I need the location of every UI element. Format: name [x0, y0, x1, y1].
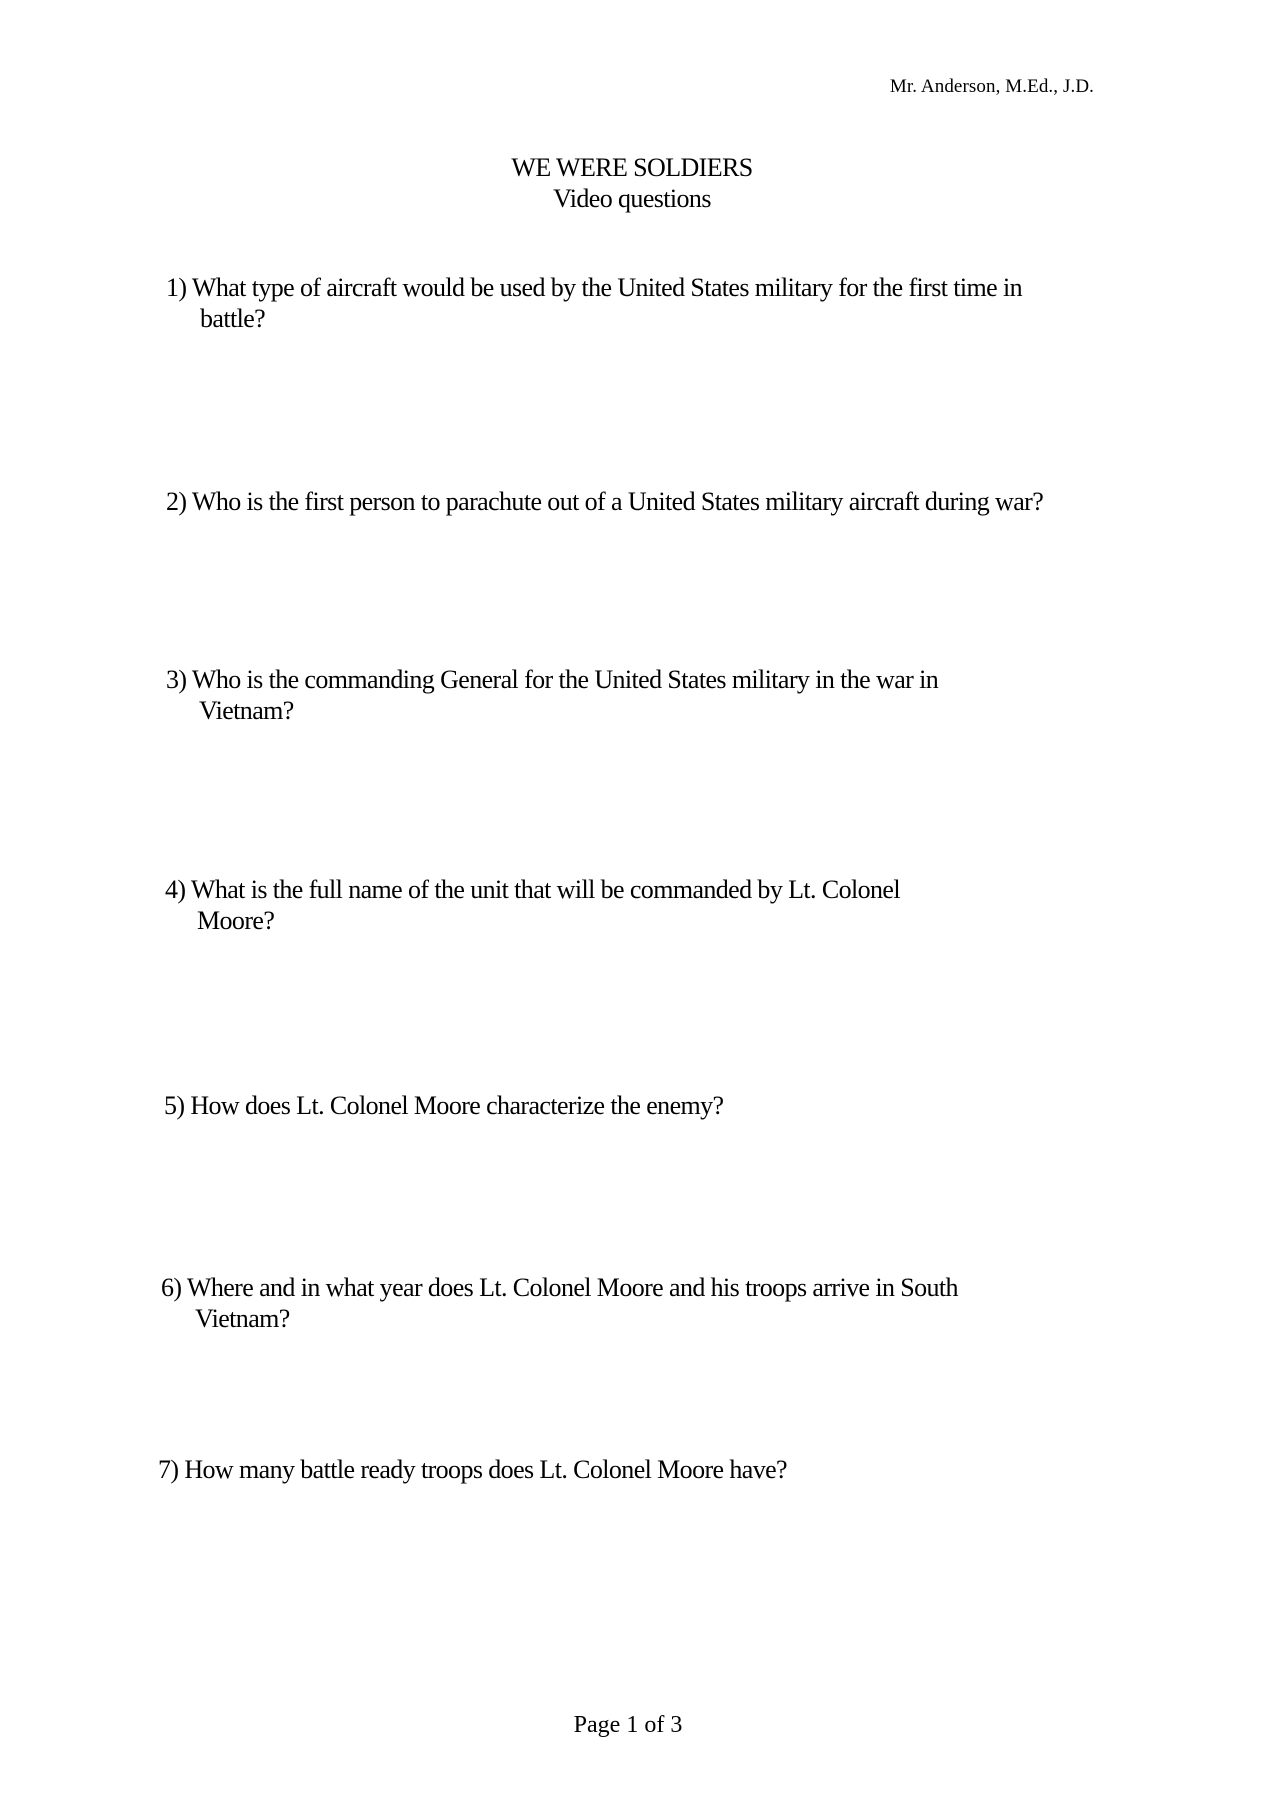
question-text: 4) What is the full name of the unit that will be commanded by Lt. Colonel	[165, 875, 900, 904]
page-number: Page 1 of 3	[573, 1712, 683, 1738]
question-6	[161, 1272, 958, 1334]
question-text-continued: battle?	[200, 304, 266, 333]
question-text: 6) Where and in what year does Lt. Colonel Moore and his troops arrive in South	[161, 1273, 958, 1302]
question-text: 7) How many battle ready troops does Lt. Colonel Moore have?	[158, 1455, 787, 1484]
author-header: Mr. Anderson, M.Ed., J.D.	[889, 76, 1094, 97]
question-text-continued: Vietnam?	[195, 1304, 290, 1333]
question-text-continued: Vietnam?	[199, 696, 294, 725]
question-text: 5) How does Lt. Colonel Moore characterize the enemy?	[164, 1091, 724, 1120]
question-7	[158, 1454, 787, 1485]
document-subtitle: Video questions	[553, 184, 711, 213]
question-4	[165, 874, 900, 936]
question-text: 1) What type of aircraft would be used by the United States military for the first time in	[166, 273, 1023, 302]
title-block	[0, 152, 1264, 214]
question-1	[166, 272, 1022, 334]
question-2	[166, 486, 1043, 517]
question-text-continued: Moore?	[197, 906, 275, 935]
question-3	[166, 664, 938, 726]
question-5	[164, 1090, 723, 1121]
document-title: WE WERE SOLDIERS	[511, 153, 753, 182]
question-text: 3) Who is the commanding General for the United States military in the war in	[166, 665, 939, 694]
question-text: 2) Who is the first person to parachute out of a United States military aircraft during war?	[166, 487, 1044, 516]
